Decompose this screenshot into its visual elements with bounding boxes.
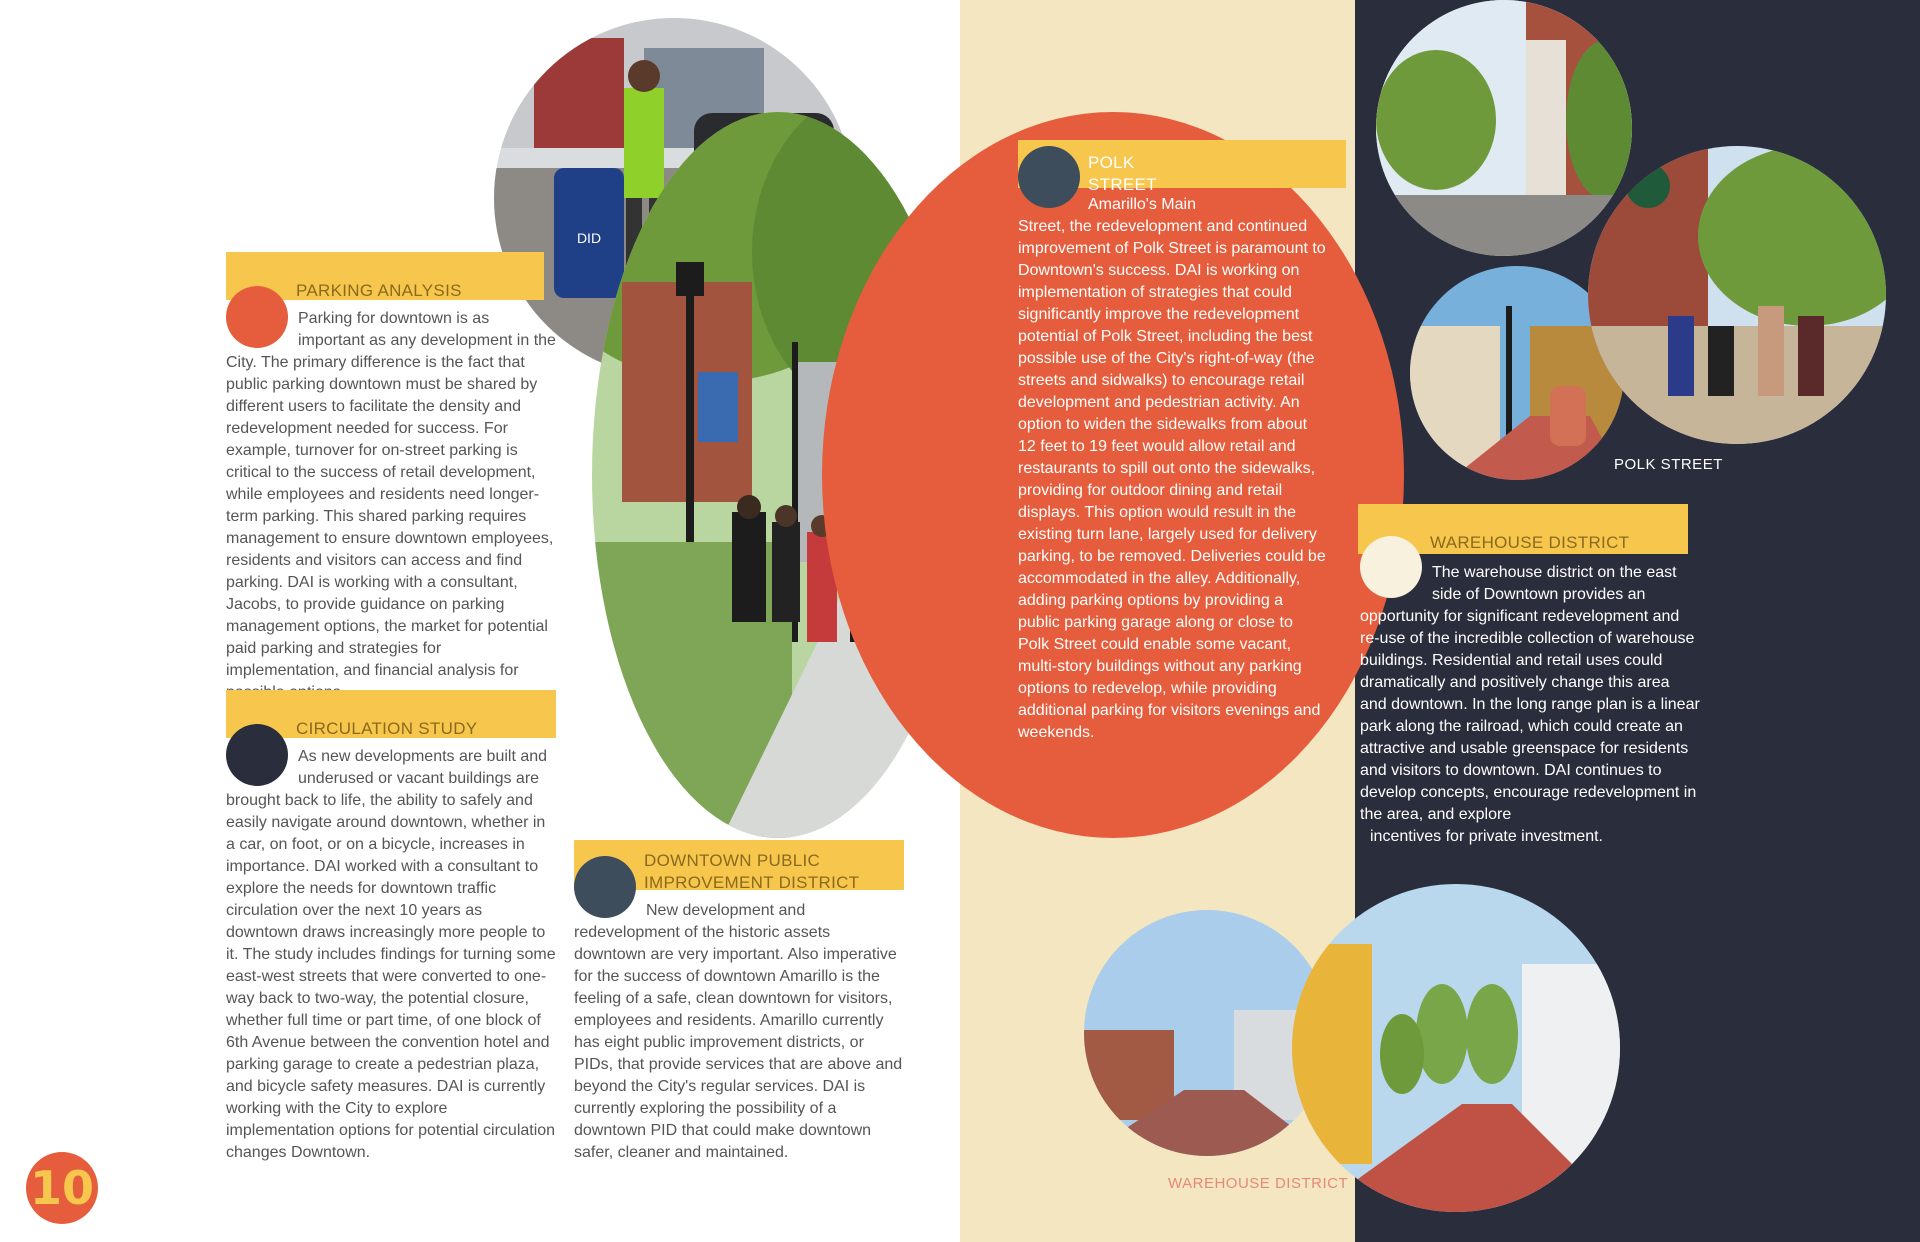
- polk-heading-line1: POLK: [1088, 153, 1135, 172]
- circulation-text: brought back to life, the ability to safely and easily navigate around downtown, whether in a car, on foot, or on a bicycle, increases in importance. DAI worked with a consultant to explore the needs for downtown traffic circulation over the next 10 years as downtown draws increasingly more people to it. The study includes findings for turning some east-west streets that were converted to one-way back to two-way, the potential closure, whether full time or part time, of one block of 6th Avenue between the convention hotel and parking garage to create a pedestrian plaza, and bicycle safety measures. DAI is currently working with the City to explore implementation options for potential circulation changes Downtown.: [226, 792, 556, 1161]
- photo-polk-tower: [1376, 0, 1632, 256]
- circulation-lead: As new developments are built and underused or vacant buildings are: [298, 748, 548, 787]
- polk-heading: [1088, 152, 1157, 196]
- parking-body: [226, 308, 556, 704]
- pid-body: [574, 900, 906, 1164]
- parking-lead: Parking for downtown is as important as any development in the: [298, 310, 556, 349]
- pid-text: redevelopment of the historic assets downtown are very important. Also imperative for the success of downtown Amarillo is the feeling of a safe, clean downtown for visitors, employees and residents. Amarillo currently has eight public improvement districts, or PIDs, that provide services that are above and beyond the City's regular services. DAI is currently exploring the possibility of a downtown PID that could make downtown safer, cleaner and maintained.: [574, 924, 903, 1161]
- photo-polk-dining: [1588, 146, 1886, 444]
- polk-caption: POLK STREET: [1614, 456, 1723, 473]
- circulation-body: [226, 746, 556, 1164]
- warehouse-tail: incentives for private investment.: [1370, 828, 1603, 845]
- circulation-heading: CIRCULATION STUDY: [296, 719, 478, 738]
- parking-text: City. The primary difference is the fact that public parking downtown must be shared by different users to facilitate the density and redevelopment needed for success. For example, turnover for on-street parking is critical to the success of retail development, while employees and residents need longer-term parking. This shared parking requires management to ensure downtown employees, residents and visitors can access and find parking. DAI is working with a consultant, Jacobs, to provide guidance on parking management options, the market for potential paid parking and strategies for implementation, and financial analysis for: [226, 354, 554, 679]
- warehouse-caption: WAREHOUSE DISTRICT: [1168, 1175, 1349, 1192]
- warehouse-body: [1360, 562, 1700, 848]
- warehouse-heading: WAREHOUSE DISTRICT: [1430, 533, 1630, 552]
- polk-text: Street, the redevelopment and continued improvement of Polk Street is paramount to Downtown's success. DAI is working on implementation of strategies that could significantly improve the redevelopment potential of Polk Street, including the best possible use of the City's right-of-way (the streets and sidwalks) to encourage retail development and pedestrian activity. An option to widen the sidewalks from about 12 feet to 19 feet would allow retail and restaurants to spill out onto the sidewalks, providing for outdoor dining and retail displays. This option would result in the existing turn lane, largely used for delivery parking, to be removed. Deliveries could be accommodated in the alley. Additionally, adding parking options by providing a public parking garage along or close to Polk Street could enable some vacant, multi-story buildings without any parking options to redevelop, while providing additional parking for visitors evenings and weekends.: [1018, 218, 1326, 741]
- parking-heading: PARKING ANALYSIS: [296, 281, 462, 300]
- page-number: 10: [26, 1152, 98, 1224]
- polk-heading-line2: STREET: [1088, 175, 1157, 194]
- warehouse-text: opportunity for significant redevelopment and re-use of the incredible collection of warehouse buildings. Residential and retail uses could dramatically and positively change this area and downtown. In the long range plan is a linear park along the railroad, which could create an attractive and usable greenspace for residents and visitors to downtown. DAI continues to develop concepts, encourage redevelopment in the area, and explore: [1360, 608, 1700, 823]
- pid-heading-line2: IMPROVEMENT DISTRICT: [644, 873, 860, 892]
- pid-lead: New development and: [646, 902, 806, 919]
- pid-heading-line1: DOWNTOWN PUBLIC: [644, 851, 821, 870]
- did-bin-label: DID: [576, 230, 602, 246]
- warehouse-lead: The warehouse district on the east side of Downtown provides an: [1432, 564, 1677, 603]
- pid-heading: [644, 850, 859, 894]
- polk-lead: Amarillo's Main: [1088, 196, 1196, 213]
- photo-warehouse-rendering: [1292, 884, 1620, 1212]
- polk-body: [1018, 194, 1328, 744]
